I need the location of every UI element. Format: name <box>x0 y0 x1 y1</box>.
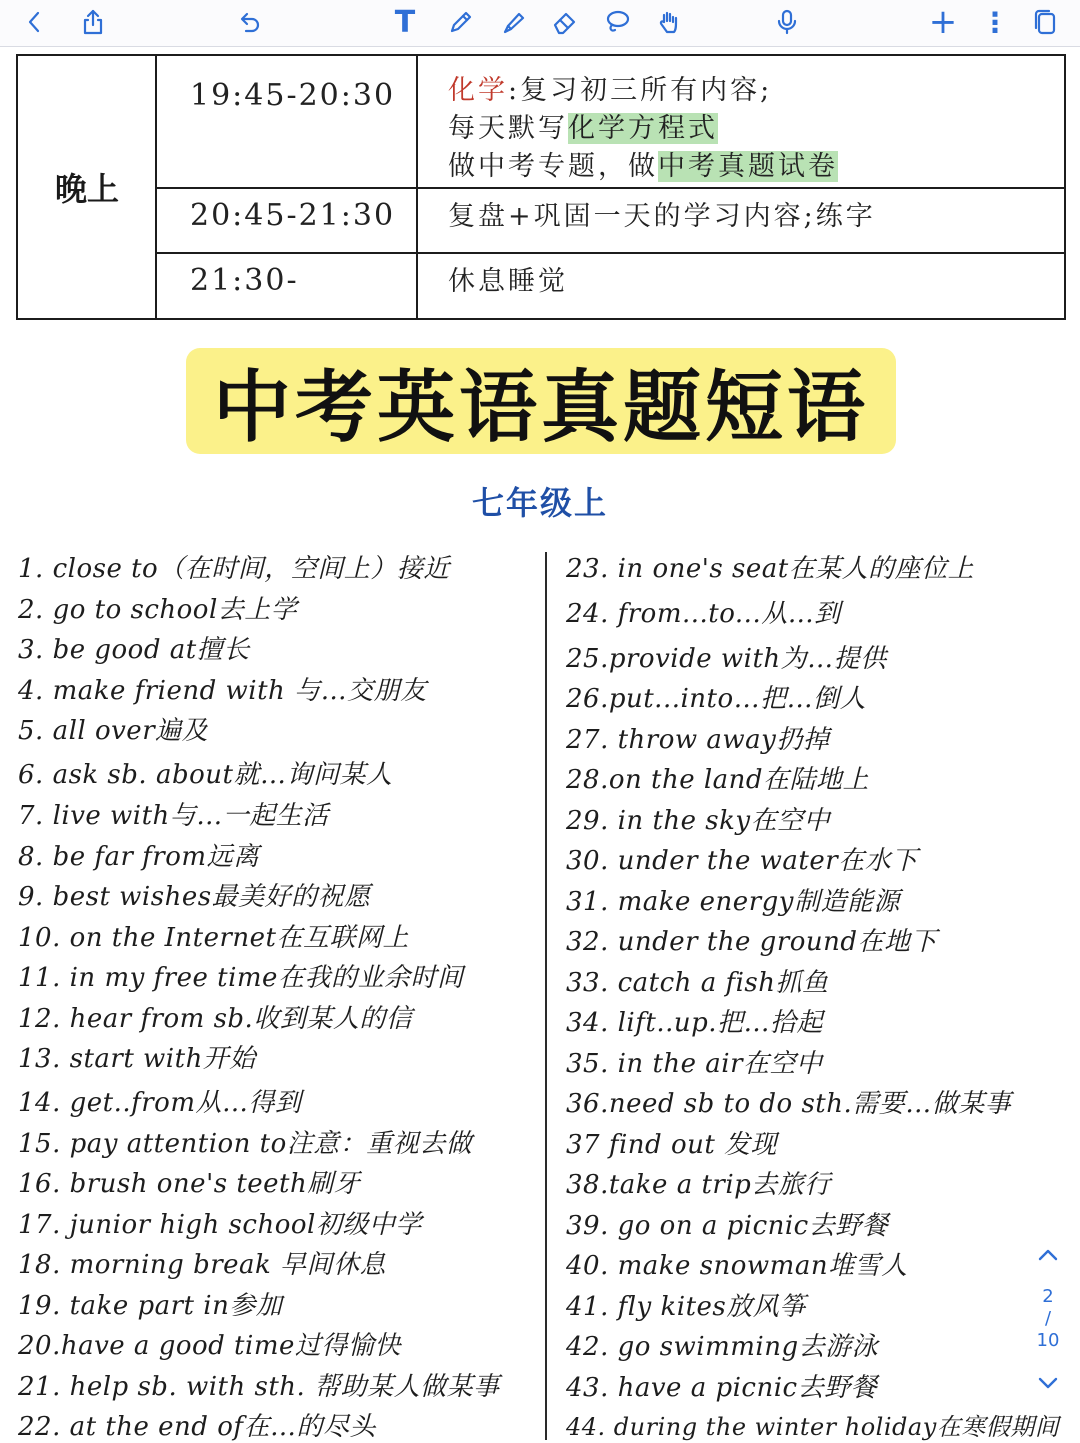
back-chevron-icon[interactable] <box>16 4 54 40</box>
phrase-item: 33. catch a fish抓鱼 <box>566 968 829 998</box>
task-line: 每天默写化学方程式 <box>448 113 718 144</box>
phrase-item: 8. be far from远离 <box>18 842 260 872</box>
highlighter-icon[interactable] <box>494 4 532 40</box>
phrase-item: 42. go swimming去游泳 <box>566 1332 879 1362</box>
phrase-item: 31. make energy制造能源 <box>566 887 900 917</box>
task-line: 化学:复习初三所有内容; <box>448 75 773 106</box>
schedule-table <box>16 54 1066 320</box>
phrase-item: 34. lift..up.把…拾起 <box>566 1008 823 1038</box>
total-page-count: 10 <box>1036 1330 1060 1351</box>
phrase-item: 36.need sb to do sth.需要…做某事 <box>566 1089 1012 1119</box>
eraser-icon[interactable] <box>546 4 584 40</box>
microphone-icon[interactable] <box>768 4 806 40</box>
time-slot: 21:30- <box>190 263 299 298</box>
phrase-item: 2. go to school去上学 <box>18 595 298 625</box>
text-tool-icon[interactable]: T <box>394 4 416 40</box>
phrase-item: 25.provide with为…提供 <box>566 644 887 674</box>
phrase-item: 27. throw away扔掉 <box>566 725 830 755</box>
phrase-item: 5. all over遍及 <box>18 716 209 746</box>
phrase-item: 28.on the land在陆地上 <box>566 765 870 795</box>
time-slot: 20:45-21:30 <box>190 198 396 233</box>
phrase-item: 16. brush one's teeth刷牙 <box>18 1169 361 1199</box>
phrase-item: 30. under the water在水下 <box>566 846 918 876</box>
phrase-item: 7. live with与…一起生活 <box>18 801 329 831</box>
phrase-item: 10. on the Internet在互联网上 <box>18 923 409 953</box>
share-icon[interactable] <box>74 4 112 40</box>
page-navigator <box>1024 1240 1072 1400</box>
phrase-item: 24. from...to...从…到 <box>566 599 841 629</box>
add-icon[interactable]: + <box>928 2 958 42</box>
page-title: 中考英语真题短语 <box>186 348 896 454</box>
phrase-item: 17. junior high school初级中学 <box>18 1210 422 1240</box>
table-divider <box>156 252 1064 254</box>
phrase-item: 23. in one's seat在某人的座位上 <box>566 554 975 584</box>
subject-label: 化学 <box>448 75 508 106</box>
highlighted-text: 中考真题试卷 <box>658 151 838 182</box>
phrase-item: 14. get..from从…得到 <box>18 1088 302 1118</box>
phrase-item: 15. pay attention to注意：重视去做 <box>18 1129 473 1159</box>
phrase-item: 9. best wishes最美好的祝愿 <box>18 882 371 912</box>
page-up-chevron-icon[interactable] <box>1030 1240 1066 1270</box>
task-line: 做中考专题，做中考真题试卷 <box>448 151 838 182</box>
task-line: 休息睡觉 <box>448 266 568 297</box>
pen-icon[interactable] <box>442 4 480 40</box>
phrase-item: 37 find out 发现 <box>566 1130 778 1160</box>
phrase-item: 40. make snowman堆雪人 <box>566 1251 908 1281</box>
phrase-item: 43. have a picnic去野餐 <box>566 1373 878 1403</box>
period-label: 晚上 <box>54 170 119 208</box>
highlighted-text: 化学方程式 <box>568 113 718 144</box>
column-divider <box>545 552 547 1440</box>
phrase-item: 1. close to（在时间，空间上）接近 <box>18 554 450 584</box>
phrase-item: 6. ask sb. about就…询问某人 <box>18 760 393 790</box>
page-down-chevron-icon[interactable] <box>1030 1368 1066 1398</box>
phrase-item: 29. in the sky在空中 <box>566 806 831 836</box>
phrase-item: 21. help sb. with sth. 帮助某人做某事 <box>18 1372 500 1402</box>
phrase-item: 12. hear from sb.收到某人的信 <box>18 1004 413 1034</box>
phrase-item: 44. during the winter holiday在寒假期间 <box>566 1413 1060 1441</box>
lasso-icon[interactable] <box>598 4 636 40</box>
phrase-item: 38.take a trip去旅行 <box>566 1170 831 1200</box>
phrase-item: 41. fly kites放风筝 <box>566 1292 806 1322</box>
time-slot: 19:45-20:30 <box>190 78 396 113</box>
phrase-item: 11. in my free time在我的业余时间 <box>18 963 464 993</box>
page-separator: / <box>1044 1308 1052 1329</box>
phrase-item: 26.put...into…把…倒人 <box>566 684 867 714</box>
toolbar <box>0 0 1080 47</box>
phrase-item: 19. take part in参加 <box>18 1291 283 1321</box>
phrase-item: 4. make friend with 与…交朋友 <box>18 676 427 706</box>
phrase-item: 39. go on a picnic去野餐 <box>566 1211 889 1241</box>
section-subtitle: 七年级上 <box>471 484 608 522</box>
phrase-item: 35. in the air在空中 <box>566 1049 823 1079</box>
phrase-item: 3. be good at擅长 <box>18 635 250 665</box>
more-icon[interactable]: ⋮ <box>981 5 1009 39</box>
phrase-item: 32. under the ground在地下 <box>566 927 938 957</box>
table-divider <box>156 187 1064 189</box>
undo-icon[interactable] <box>230 4 268 40</box>
hand-icon[interactable] <box>650 4 688 40</box>
phrase-item: 20.have a good time过得愉快 <box>18 1331 401 1361</box>
pages-icon[interactable] <box>1026 4 1064 40</box>
task-line: 复盘+巩固一天的学习内容;练字 <box>448 201 876 232</box>
phrase-item: 13. start with开始 <box>18 1044 256 1074</box>
current-page-number: 2 <box>1042 1286 1054 1307</box>
phrase-item: 22. at the end of在…的尽头 <box>18 1412 376 1442</box>
phrase-item: 18. morning break 早间休息 <box>18 1250 387 1280</box>
